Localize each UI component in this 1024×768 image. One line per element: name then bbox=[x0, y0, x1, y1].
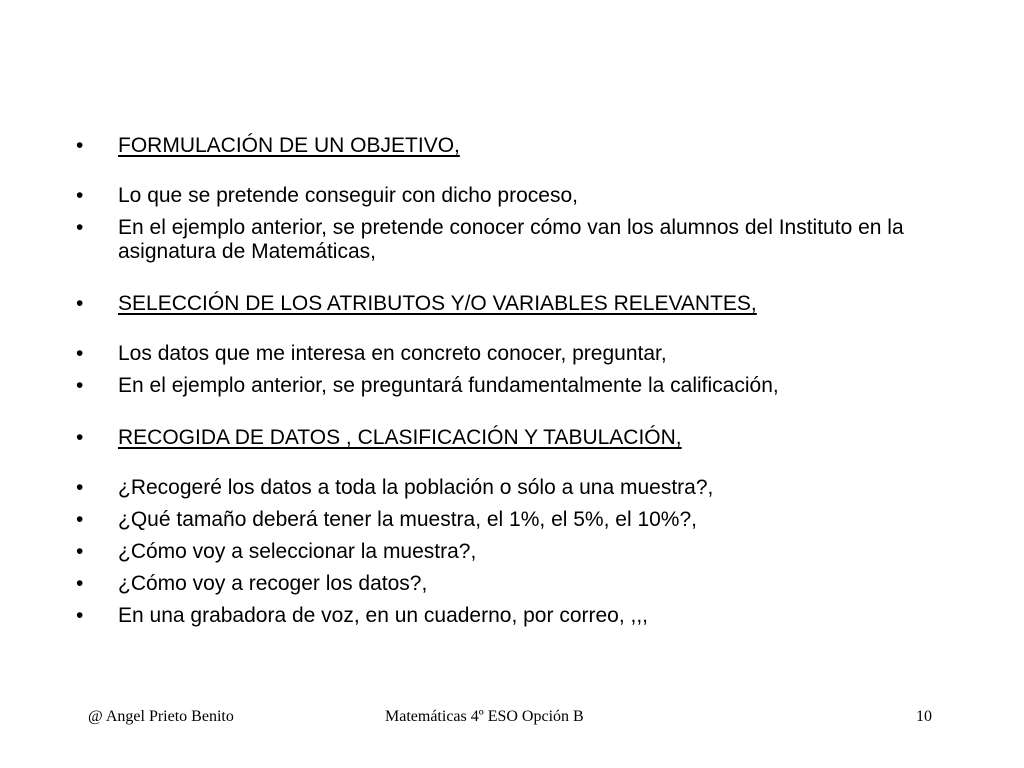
bullet-text: En una grabadora de voz, en un cuaderno, por correo, ,,, bbox=[118, 604, 649, 627]
bullet-heading-formulacion bbox=[76, 134, 966, 158]
bullet-text: ¿Cómo voy a recoger los datos?, bbox=[118, 572, 428, 595]
bullet-marker: • bbox=[76, 572, 84, 595]
bullet-item bbox=[76, 374, 966, 398]
bullet-marker: • bbox=[76, 426, 84, 449]
bullet-marker: • bbox=[76, 184, 84, 207]
bullet-text: En el ejemplo anterior, se preguntará fundamentalmente la calificación, bbox=[118, 374, 779, 397]
bullet-heading-recogida bbox=[76, 426, 966, 450]
bullet-text: Lo que se pretende conseguir con dicho proceso, bbox=[118, 184, 578, 207]
slide-footer bbox=[0, 708, 1024, 732]
bullet-item bbox=[76, 342, 966, 366]
bullet-heading-seleccion bbox=[76, 292, 966, 316]
bullet-list bbox=[76, 134, 966, 628]
bullet-marker: • bbox=[76, 540, 84, 563]
bullet-text: ¿Cómo voy a seleccionar la muestra?, bbox=[118, 540, 477, 563]
bullet-text: En el ejemplo anterior, se pretende conocer cómo van los alumnos del Instituto en la asignatura de Matemáticas, bbox=[118, 216, 904, 263]
bullet-text: FORMULACIÓN DE UN OBJETIVO, bbox=[118, 134, 460, 157]
bullet-marker: • bbox=[76, 476, 84, 499]
bullet-marker: • bbox=[76, 216, 84, 239]
bullet-item bbox=[76, 572, 966, 596]
bullet-marker: • bbox=[76, 374, 84, 397]
bullet-item bbox=[76, 184, 966, 208]
bullet-item bbox=[76, 540, 966, 564]
bullet-marker: • bbox=[76, 134, 84, 157]
bullet-marker: • bbox=[76, 604, 84, 627]
footer-author: @ Angel Prieto Benito bbox=[88, 708, 234, 725]
bullet-marker: • bbox=[76, 342, 84, 365]
bullet-marker: • bbox=[76, 292, 84, 315]
bullet-item bbox=[76, 508, 966, 532]
footer-course: Matemáticas 4º ESO Opción B bbox=[385, 708, 584, 725]
footer-page-number: 10 bbox=[916, 708, 932, 725]
bullet-text: SELECCIÓN DE LOS ATRIBUTOS Y/O VARIABLES RELEVANTES, bbox=[118, 292, 757, 315]
bullet-marker: • bbox=[76, 508, 84, 531]
bullet-item bbox=[76, 216, 966, 264]
bullet-text: RECOGIDA DE DATOS , CLASIFICACIÓN Y TABULACIÓN, bbox=[118, 426, 682, 449]
bullet-text: ¿Qué tamaño deberá tener la muestra, el 1%, el 5%, el 10%?, bbox=[118, 508, 697, 531]
bullet-item bbox=[76, 604, 966, 628]
bullet-text: ¿Recogeré los datos a toda la población o sólo a una muestra?, bbox=[118, 476, 714, 499]
bullet-text: Los datos que me interesa en concreto conocer, preguntar, bbox=[118, 342, 667, 365]
bullet-item bbox=[76, 476, 966, 500]
